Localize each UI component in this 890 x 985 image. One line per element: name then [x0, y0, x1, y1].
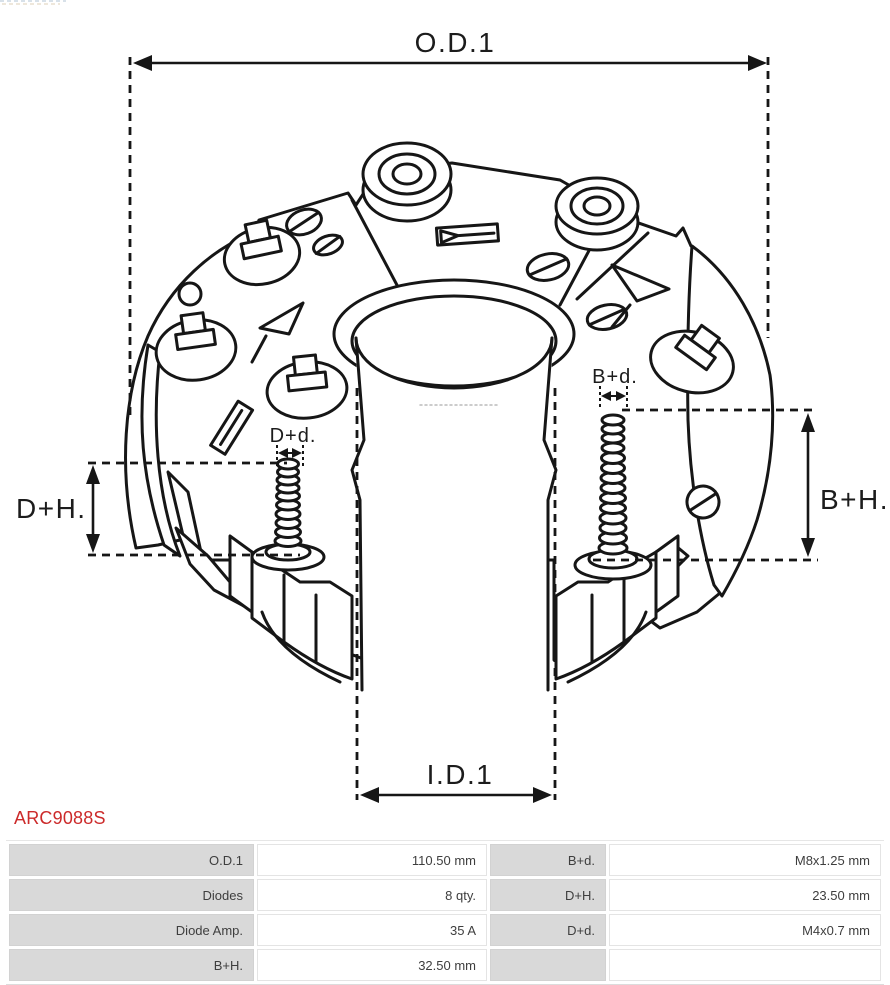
spec-value-cell: 8 qty.	[257, 879, 487, 911]
spec-label-cell: Diodes	[9, 879, 254, 911]
spec-label-cell: O.D.1	[9, 844, 254, 876]
dim-label-b-plus-d: B+d.	[592, 366, 638, 388]
table-row	[9, 844, 881, 876]
spec-value-cell: 32.50 mm	[257, 949, 487, 981]
spec-value-cell: M4x0.7 mm	[609, 914, 881, 946]
dim-label-d-plus-h: D+H.	[16, 493, 87, 524]
table-row	[9, 949, 881, 981]
center-bore-collar	[334, 280, 574, 692]
table-row	[9, 879, 881, 911]
spec-label-cell: B+d.	[490, 844, 606, 876]
spec-value-cell: 110.50 mm	[257, 844, 487, 876]
spec-label-cell: D+H.	[490, 879, 606, 911]
mount-boss-right	[556, 178, 638, 250]
table-row	[9, 914, 881, 946]
spec-label-cell	[490, 949, 606, 981]
spec-table	[6, 841, 884, 984]
dim-label-od1: O.D.1	[414, 27, 496, 58]
spec-label-cell: B+H.	[9, 949, 254, 981]
dim-label-d-plus-d: D+d.	[269, 425, 317, 447]
part-number: ARC9088S	[14, 808, 106, 828]
spec-value-cell: 35 A	[257, 914, 487, 946]
dim-label-id1: I.D.1	[426, 759, 494, 790]
spec-label-cell: D+d.	[490, 914, 606, 946]
spec-value-cell	[609, 949, 881, 981]
mount-boss-left	[363, 143, 451, 221]
spec-value-cell: 23.50 mm	[609, 879, 881, 911]
dim-label-b-plus-h: B+H.	[820, 484, 890, 515]
spec-value-cell: M8x1.25 mm	[609, 844, 881, 876]
spec-label-cell: Diode Amp.	[9, 914, 254, 946]
spec-table-wrap	[6, 840, 884, 985]
